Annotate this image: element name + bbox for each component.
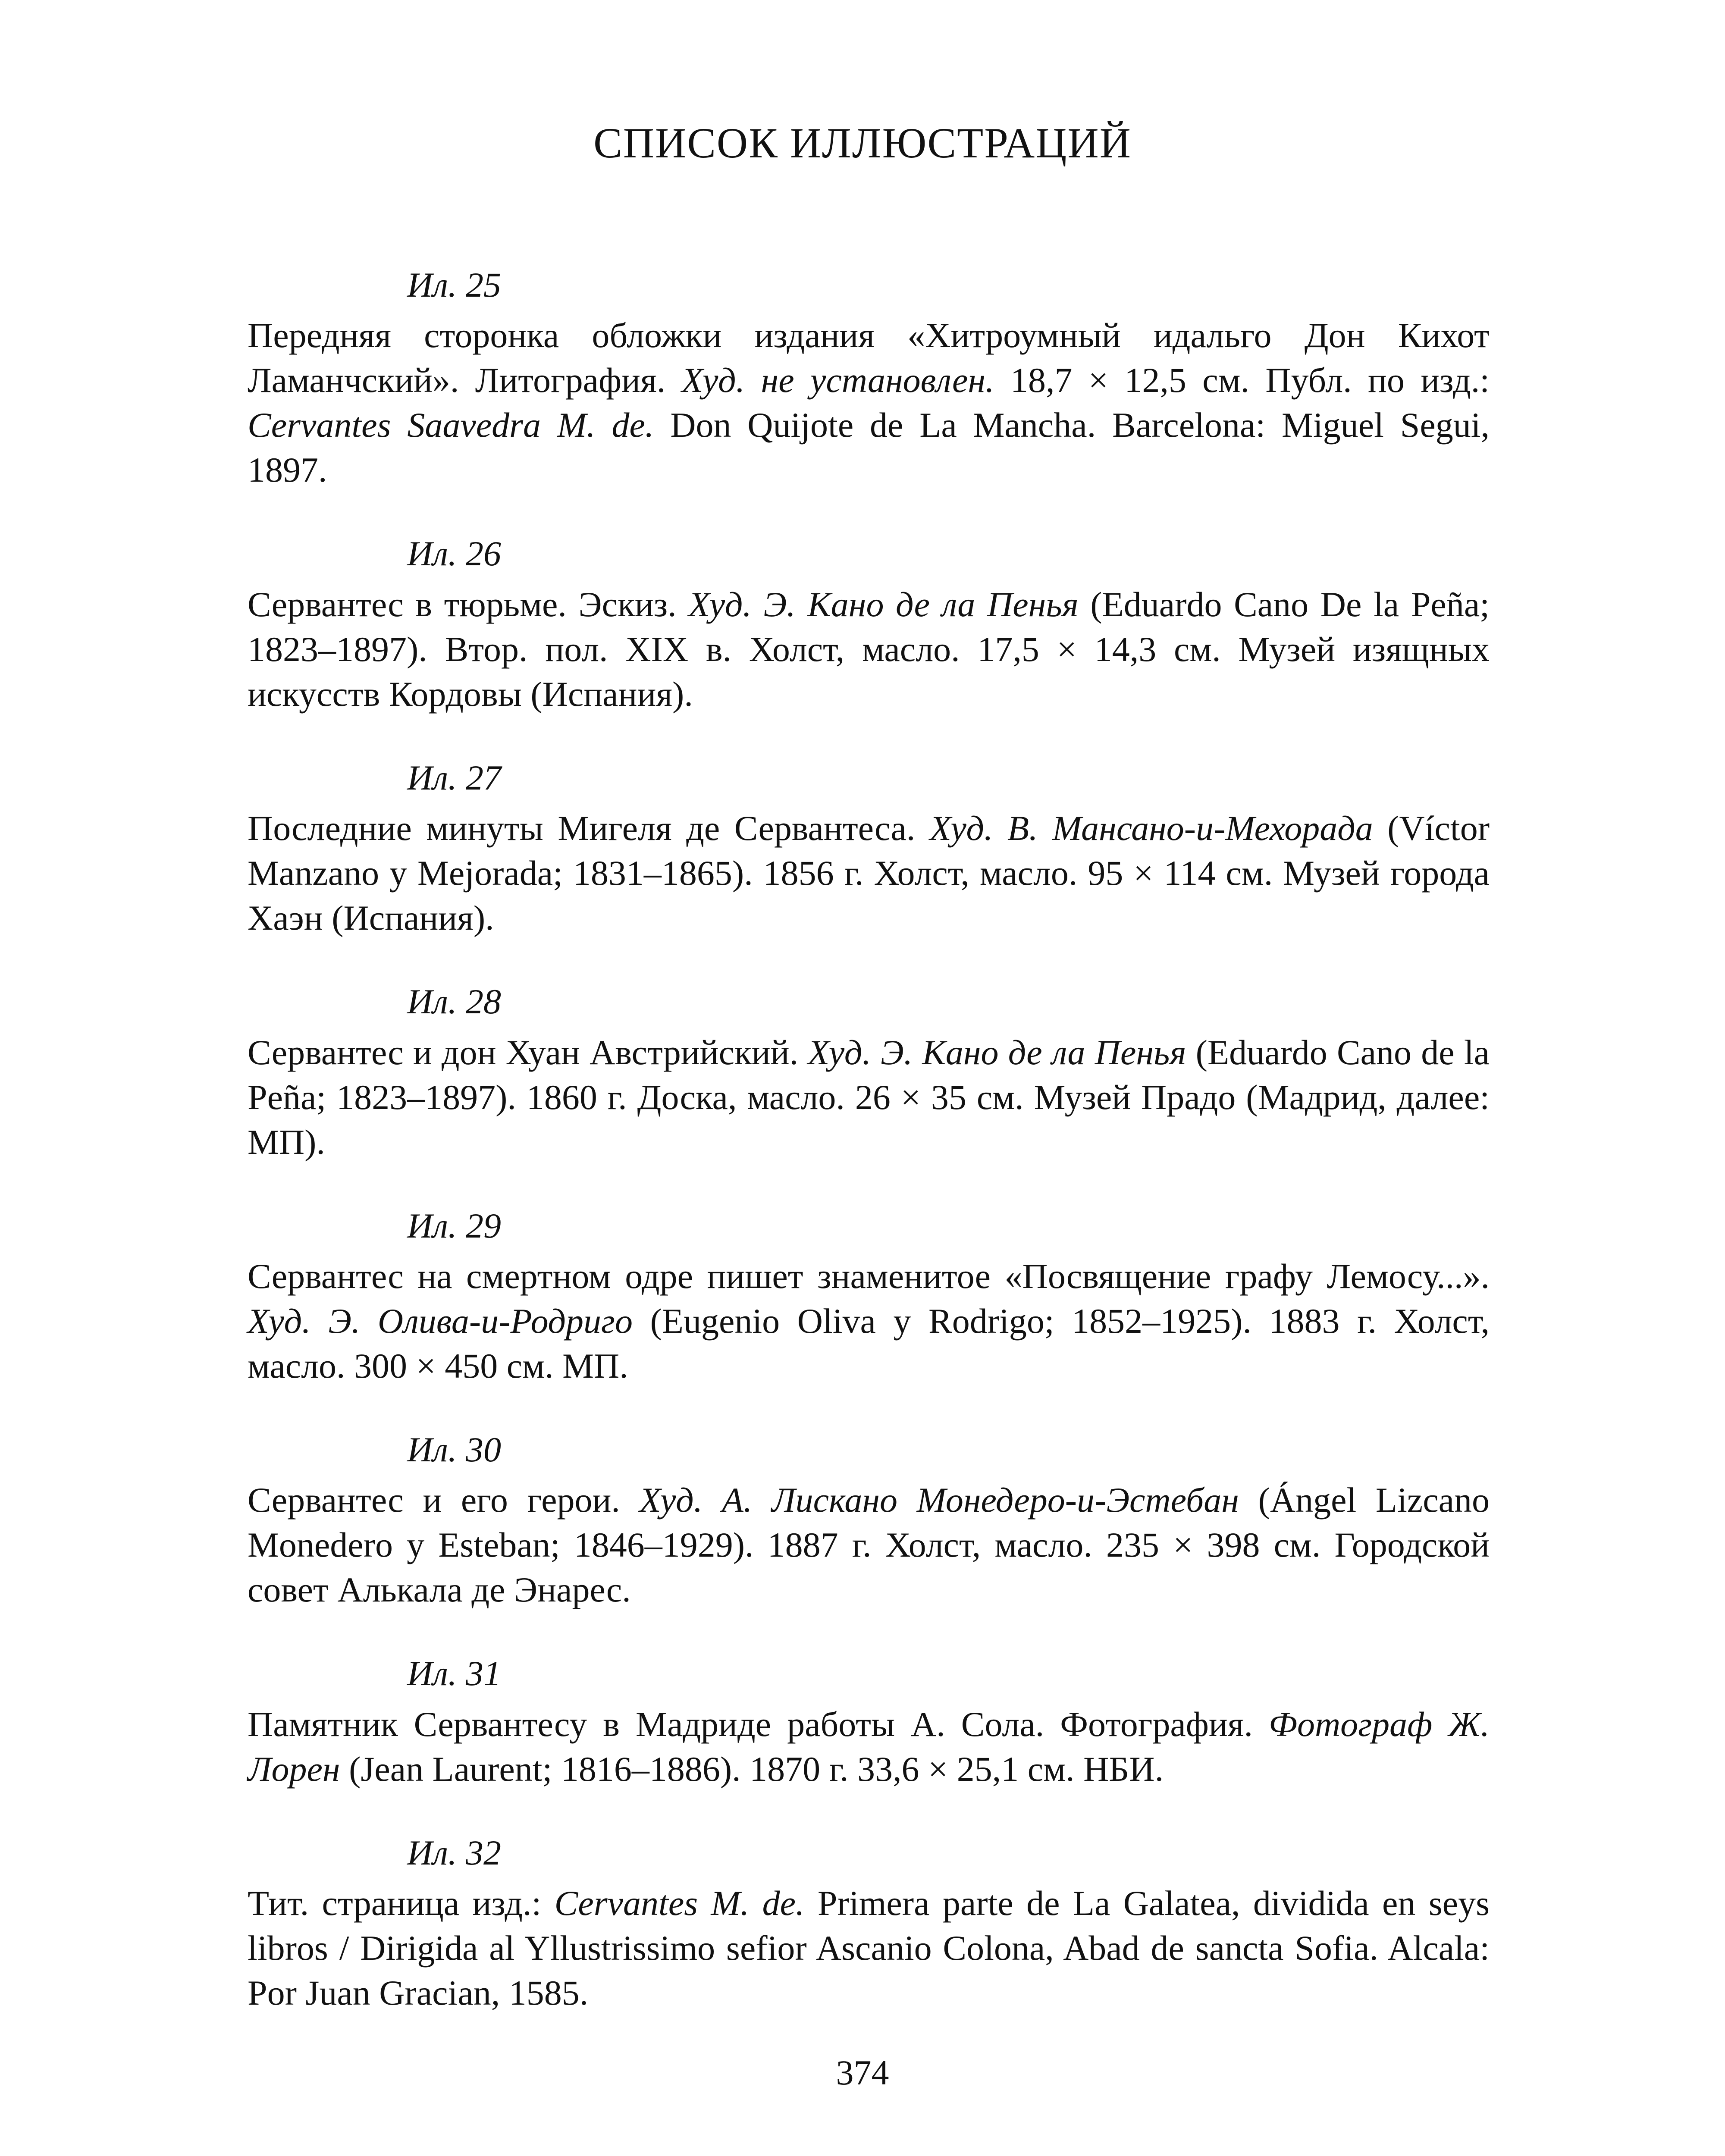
caption-segment: (Víctor Manzano y Mejorada; 1831–1865). 1856 г. Холст, масло. 95 × 114 см. Музей города Хаэн (Испания).	[248, 808, 1490, 938]
caption-segment: (Eduardo Cano de la Peña; 1823–1897). 1860 г. Доска, масло. 26 × 35 см. Музей Прадо (Мадрид, далее: МП).	[248, 1032, 1490, 1162]
caption-segment: (Eduardo Cano De la Peña; 1823–1897). Втор. пол. XIX в. Холст, масло. 17,5 × 14,3 см. Музей изящных искусств Кордовы (Испания).	[248, 584, 1490, 714]
caption-italic-segment: Худ. А. Лискано Монедеро-и-Эстебан	[639, 1480, 1239, 1520]
caption-segment: 18,7 × 12,5 см. Публ. по изд.:	[994, 360, 1490, 400]
caption-segment: Don Quijote de La Mancha. Barcelona: Miguel Segui, 1897.	[248, 405, 1490, 490]
illustration-caption	[248, 1030, 1490, 1165]
caption-italic-segment: Худ. Э. Олива-и-Родриго	[248, 1301, 633, 1341]
list-item	[248, 264, 1490, 492]
caption-segment: Сервантес на смертном одре пишет знаменитое «Посвящение графу Лемосу...».	[248, 1256, 1490, 1296]
caption-italic-segment: Худ. Э. Кано де ла Пенья	[808, 1032, 1186, 1072]
illustration-caption	[248, 1254, 1490, 1388]
caption-segment: Сервантес и его герои.	[248, 1480, 640, 1520]
list-item	[248, 533, 1490, 716]
caption-segment: Сервантес в тюрьме. Эскиз.	[248, 584, 689, 624]
caption-italic-segment: Худ. Э. Кано де ла Пенья	[688, 584, 1079, 624]
caption-italic-segment: Худ. не установлен.	[681, 360, 994, 400]
caption-segment: (Jean Laurent; 1816–1886). 1870 г. 33,6 × 25,1 см. НБИ.	[340, 1749, 1164, 1789]
illustration-number: Ил. 30	[407, 1429, 501, 1469]
illustration-number: Ил. 28	[407, 982, 501, 1022]
caption-segment: Памятник Сервантесу в Мадриде работы А. Сола. Фотография.	[248, 1704, 1269, 1744]
caption-italic-segment: Cervantes M. de.	[554, 1883, 805, 1923]
illustration-list	[248, 264, 1490, 2056]
illustration-caption	[248, 806, 1490, 940]
list-item	[248, 1832, 1490, 2015]
illustration-number: Ил. 27	[407, 758, 501, 797]
list-item	[248, 757, 1490, 940]
illustration-number: Ил. 29	[407, 1206, 501, 1245]
page-title: СПИСОК ИЛЛЮСТРАЦИЙ	[593, 119, 1132, 167]
list-item	[248, 981, 1490, 1164]
caption-segment: Передняя сторонка обложки издания «Хитроумный идальго Дон Кихот Ламанчский». Литография.	[248, 316, 1490, 400]
illustration-number: Ил. 25	[407, 265, 501, 304]
illustration-caption	[248, 582, 1490, 717]
page-number: 374	[836, 2053, 889, 2092]
caption-segment: Primera parte de La Galatea, dividida en seys libros / Dirigida al Yllustrissimo sefior Ascanio Colona, Abad de sancta Sofia. Alcala: Por Juan Gracian, 1585.	[248, 1883, 1490, 2013]
caption-segment: (Ángel Lizcano Monedero y Esteban; 1846–1929). 1887 г. Холст, масло. 235 × 398 см. Городской совет Алькала де Энарес.	[248, 1480, 1490, 1610]
list-item	[248, 1429, 1490, 1612]
caption-italic-segment: Худ. В. Мансано-и-Мехорада	[929, 808, 1373, 848]
illustration-number: Ил. 26	[407, 534, 501, 573]
illustration-caption	[248, 313, 1490, 492]
illustration-number: Ил. 31	[407, 1654, 501, 1693]
caption-italic-segment: Cervantes Saavedra M. de.	[248, 405, 654, 445]
caption-italic-segment: Фотограф Ж. Лорен	[248, 1704, 1490, 1789]
illustration-caption	[248, 1881, 1490, 2015]
caption-segment: Сервантес и дон Хуан Австрийский.	[248, 1032, 808, 1072]
illustration-caption	[248, 1478, 1490, 1612]
list-item	[248, 1205, 1490, 1388]
list-item	[248, 1652, 1490, 1791]
caption-segment: Последние минуты Мигеля де Сервантеса.	[248, 808, 930, 848]
illustration-caption	[248, 1702, 1490, 1792]
caption-segment: (Eugenio Oliva y Rodrigo; 1852–1925). 1883 г. Холст, масло. 300 × 450 см. МП.	[248, 1301, 1490, 1385]
caption-segment: Тит. страница изд.:	[248, 1883, 555, 1923]
illustration-number: Ил. 32	[407, 1833, 501, 1872]
